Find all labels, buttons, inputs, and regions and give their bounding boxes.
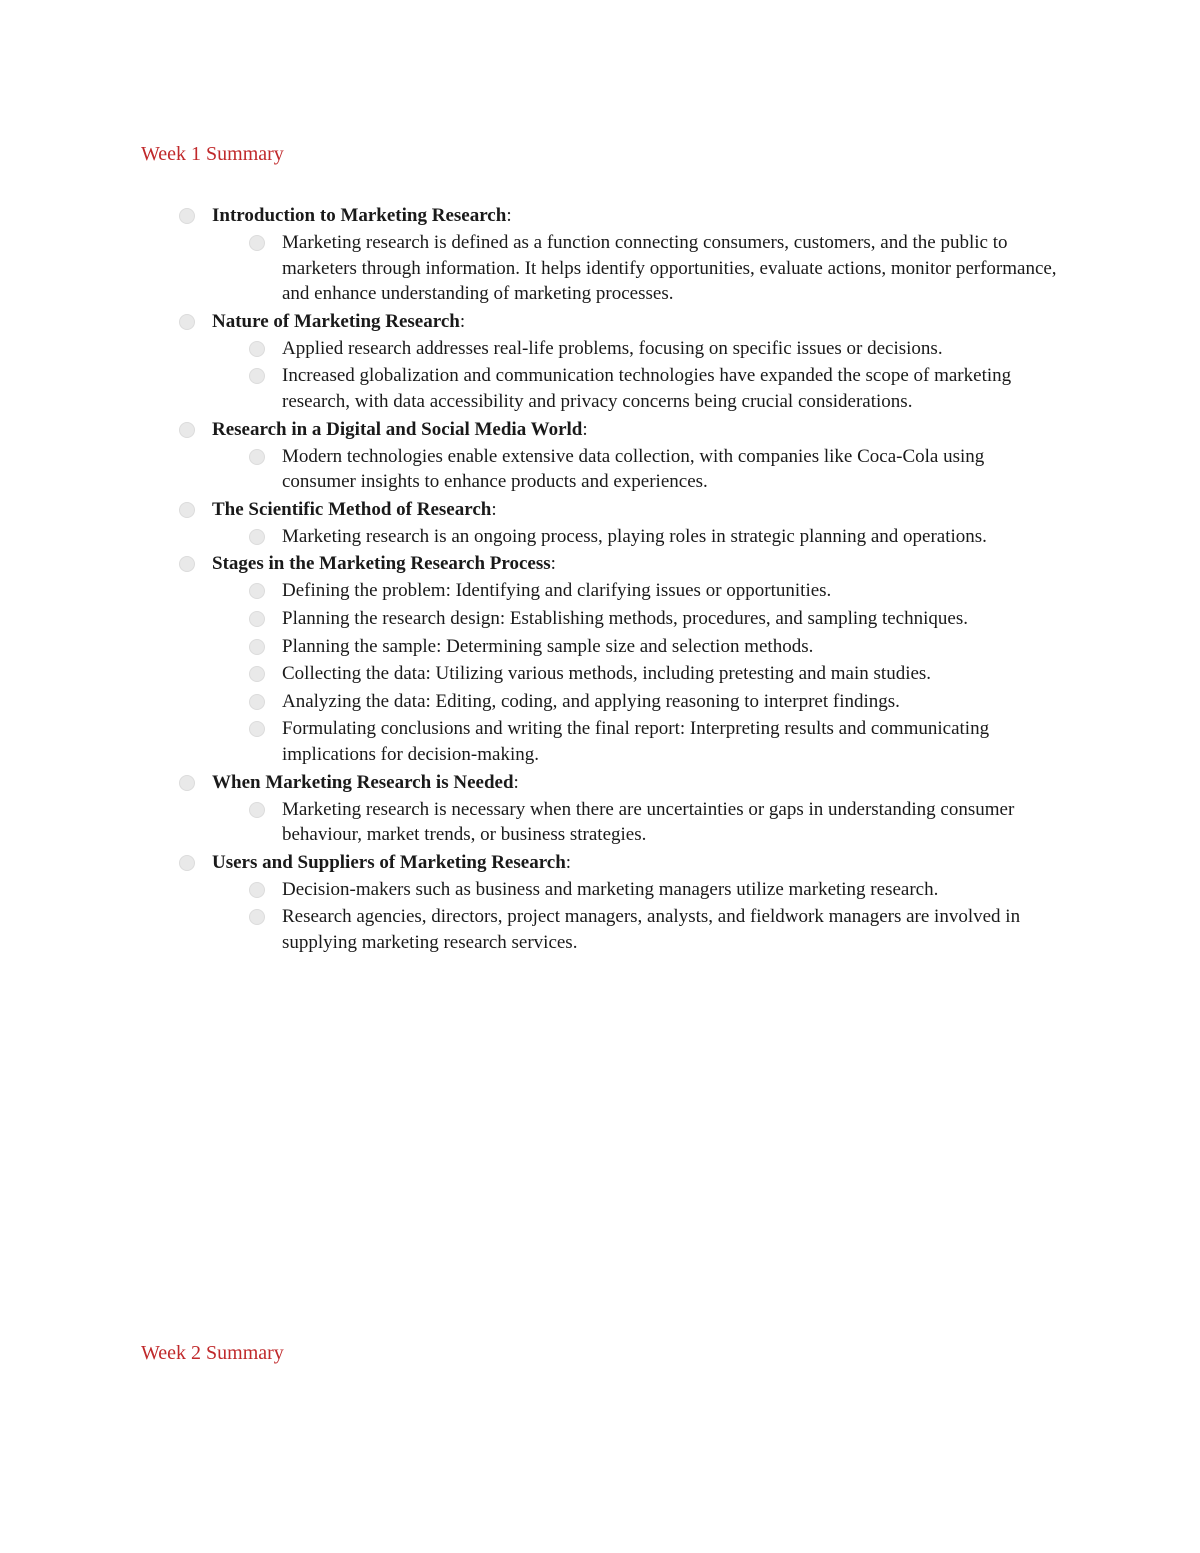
outline-topic [0, 308, 1200, 416]
point-text: Decision-makers such as business and marketing managers utilize marketing research. [282, 878, 939, 900]
bullet-icon [179, 775, 195, 791]
bullet-icon [179, 556, 195, 572]
topic-title-colon: : [506, 205, 512, 226]
topic-points-list [212, 335, 1200, 416]
bullet-icon [179, 855, 195, 871]
list-item [282, 335, 1062, 363]
topic-points-list [212, 229, 1200, 308]
list-item [282, 715, 1062, 768]
topic-heading [212, 496, 1200, 523]
week-2-heading: Week 2 Summary [141, 1342, 284, 1364]
list-item [282, 660, 1062, 688]
point-text: Planning the research design: Establishing methods, procedures, and sampling techniques. [282, 607, 968, 629]
topic-heading [212, 308, 1200, 335]
list-item [282, 633, 1062, 661]
topic-heading [212, 202, 1200, 229]
list-item [282, 876, 1062, 904]
point-text: Applied research addresses real-life problems, focusing on specific issues or decisions. [282, 337, 943, 359]
point-text: Planning the sample: Determining sample size and selection methods. [282, 635, 814, 657]
topic-title-text: Users and Suppliers of Marketing Research [212, 851, 566, 873]
topic-title-text: Stages in the Marketing Research Process [212, 553, 551, 575]
bullet-icon [249, 611, 265, 627]
point-text: Increased globalization and communication technologies have expanded the scope of marketing research, with data accessibility and privacy concerns being crucial considerations. [282, 365, 1012, 412]
topic-points-list [212, 876, 1200, 957]
topic-title-colon: : [491, 498, 497, 520]
topic-points-list [212, 523, 1200, 551]
list-item [282, 605, 1062, 633]
topic-title-colon: : [582, 418, 588, 440]
outline-topic [0, 202, 1200, 308]
bullet-icon [249, 639, 265, 655]
point-text: Marketing research is an ongoing process, playing roles in strategic planning and operations. [282, 525, 987, 547]
outline-topic [0, 416, 1200, 496]
topic-title-text: The Scientific Method of Research [212, 498, 492, 520]
point-text: Marketing research is defined as a function connecting consumers, customers, and the public to marketers through information. It helps identify opportunities, evaluate actions, monitor performance, and enhance understanding of marketing processes. [282, 232, 1057, 305]
topic-title-colon: : [459, 310, 466, 332]
bullet-icon [249, 235, 265, 251]
topic-title-text: Research in a Digital and Social Media World [212, 418, 583, 440]
bullet-icon [249, 721, 265, 737]
bullet-icon [179, 208, 195, 224]
outline-topic [0, 496, 1200, 551]
bullet-icon [249, 882, 265, 898]
bullet-icon [179, 422, 195, 438]
topic-title-text: Introduction to Marketing Research [212, 205, 507, 226]
outline-topic [0, 550, 1200, 768]
outline-topic [0, 769, 1200, 849]
outline-topic [0, 849, 1200, 957]
topic-title-text: Nature of Marketing Research [212, 310, 460, 332]
topic-points-list [212, 577, 1200, 768]
list-item [282, 577, 1062, 605]
list-item [282, 523, 1062, 551]
point-text: Collecting the data: Utilizing various methods, including pretesting and main studies. [282, 663, 932, 685]
topic-points-list [212, 443, 1200, 496]
list-item [282, 362, 1062, 415]
topic-title-text: When Marketing Research is Needed [212, 771, 514, 793]
point-text: Defining the problem: Identifying and clarifying issues or opportunities. [282, 580, 832, 602]
week-1-heading: Week 1 Summary [141, 143, 284, 165]
bullet-icon [249, 909, 265, 925]
list-item [282, 229, 1062, 308]
topic-title-colon: : [550, 553, 556, 575]
bullet-icon [249, 583, 265, 599]
week-1-outline [0, 202, 1200, 956]
topic-heading [212, 550, 1200, 577]
point-text: Modern technologies enable extensive data collection, with companies like Coca-Cola using consumer insights to enhance products and experiences. [282, 445, 985, 493]
bullet-icon [249, 449, 265, 465]
bullet-icon [179, 314, 195, 330]
topic-heading [212, 849, 1200, 876]
list-item [282, 796, 1062, 849]
topic-points-list [212, 796, 1200, 849]
point-text: Marketing research is necessary when there are uncertainties or gaps in understanding consumer behaviour, market trends, or business strategies. [282, 798, 1015, 846]
point-text: Analyzing the data: Editing, coding, and applying reasoning to interpret findings. [282, 690, 900, 712]
bullet-icon [249, 341, 265, 357]
bullet-icon [249, 368, 265, 384]
point-text: Formulating conclusions and writing the final report: Interpreting results and communicating implications for decision-making. [282, 718, 990, 765]
bullet-icon [249, 694, 265, 710]
list-item [282, 688, 1062, 716]
bullet-icon [179, 502, 195, 518]
bullet-icon [249, 529, 265, 545]
topic-heading [212, 416, 1200, 443]
list-item [282, 443, 1062, 496]
topic-heading [212, 769, 1200, 796]
topic-title-colon: : [513, 771, 519, 793]
list-item [282, 903, 1062, 956]
bullet-icon [249, 802, 265, 818]
topic-title-colon: : [565, 851, 572, 873]
bullet-icon [249, 666, 265, 682]
point-text: Research agencies, directors, project managers, analysts, and fieldwork managers are involved in supplying marketing research services. [282, 906, 1021, 953]
